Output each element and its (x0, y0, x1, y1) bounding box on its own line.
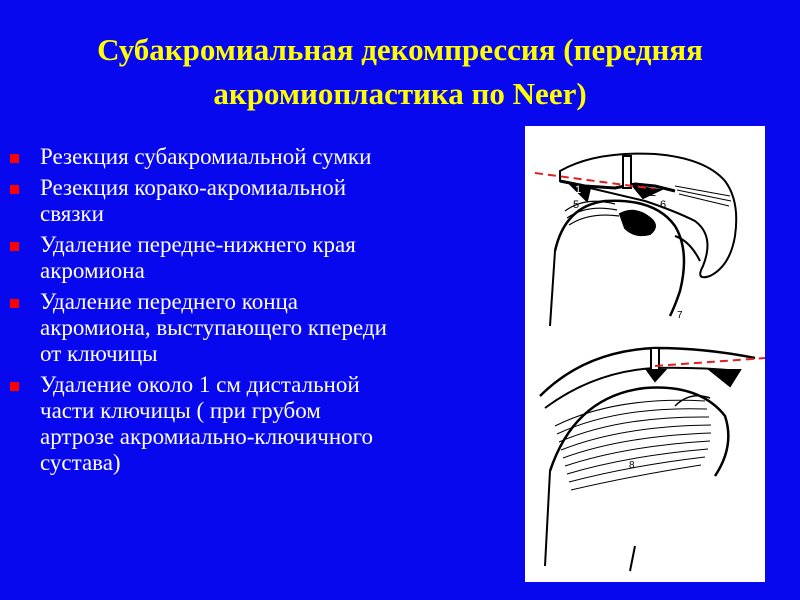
resection-wedge-bottom-right (710, 370, 740, 386)
title-line-2: акромиопластика по Neer) (213, 76, 587, 111)
bullet-marker-icon (10, 299, 19, 308)
shoulder-diagram (525, 126, 765, 582)
label-6: 6 (660, 199, 667, 211)
bullet-item (10, 175, 520, 227)
bursa-top (620, 211, 655, 235)
bullet-line: акромиона (40, 258, 145, 283)
bullet-line: артрозе акромиально-ключичного (40, 424, 374, 449)
anatomy-illustration (525, 126, 765, 582)
bullet-line: Резекция корако-акромиальной (40, 175, 347, 200)
bullet-item (10, 289, 520, 367)
glenoid-top (675, 236, 700, 261)
bullet-line: части ключицы ( при грубом (40, 398, 321, 423)
bullet-line: акромиона, выступающего кпереди (40, 315, 387, 340)
bullet-line: связки (40, 201, 104, 226)
bullet-marker-icon (10, 185, 19, 194)
humeral-shaft-top (550, 251, 555, 326)
bullet-list (10, 144, 520, 481)
muscle-fibers-bottom (555, 400, 711, 490)
bullet-item (10, 144, 520, 170)
bullet-line: Удаление передне-нижнего края (40, 232, 356, 257)
bullet-line: сустава) (40, 450, 121, 475)
resection-wedge-bottom-left (647, 370, 665, 381)
acromion-joint (623, 156, 631, 188)
title-line-1: Субакромиальная декомпрессия (передняя (97, 32, 703, 67)
bullet-item (10, 372, 520, 476)
humeral-head-top (555, 201, 684, 316)
bullet-marker-icon (10, 242, 19, 251)
label-5: 5 (573, 199, 580, 211)
bullet-marker-icon (10, 382, 19, 391)
bullet-line: Удаление около 1 см дистальной (40, 372, 360, 397)
label-8: 8 (629, 460, 635, 471)
label-7: 7 (677, 310, 683, 321)
slide-title (0, 28, 800, 116)
bullet-marker-icon (10, 154, 19, 163)
bullet-line: от ключицы (40, 341, 158, 366)
bottom-shoulder-drawing (540, 348, 755, 571)
bullet-line: Резекция субакромиальной сумки (40, 144, 372, 169)
bullet-item (10, 232, 520, 284)
label-1: 1 (575, 184, 582, 196)
label-2: 2 (650, 187, 657, 199)
cut-line-bottom (655, 358, 765, 366)
bullet-line: Удаление переднего конца (40, 289, 299, 314)
